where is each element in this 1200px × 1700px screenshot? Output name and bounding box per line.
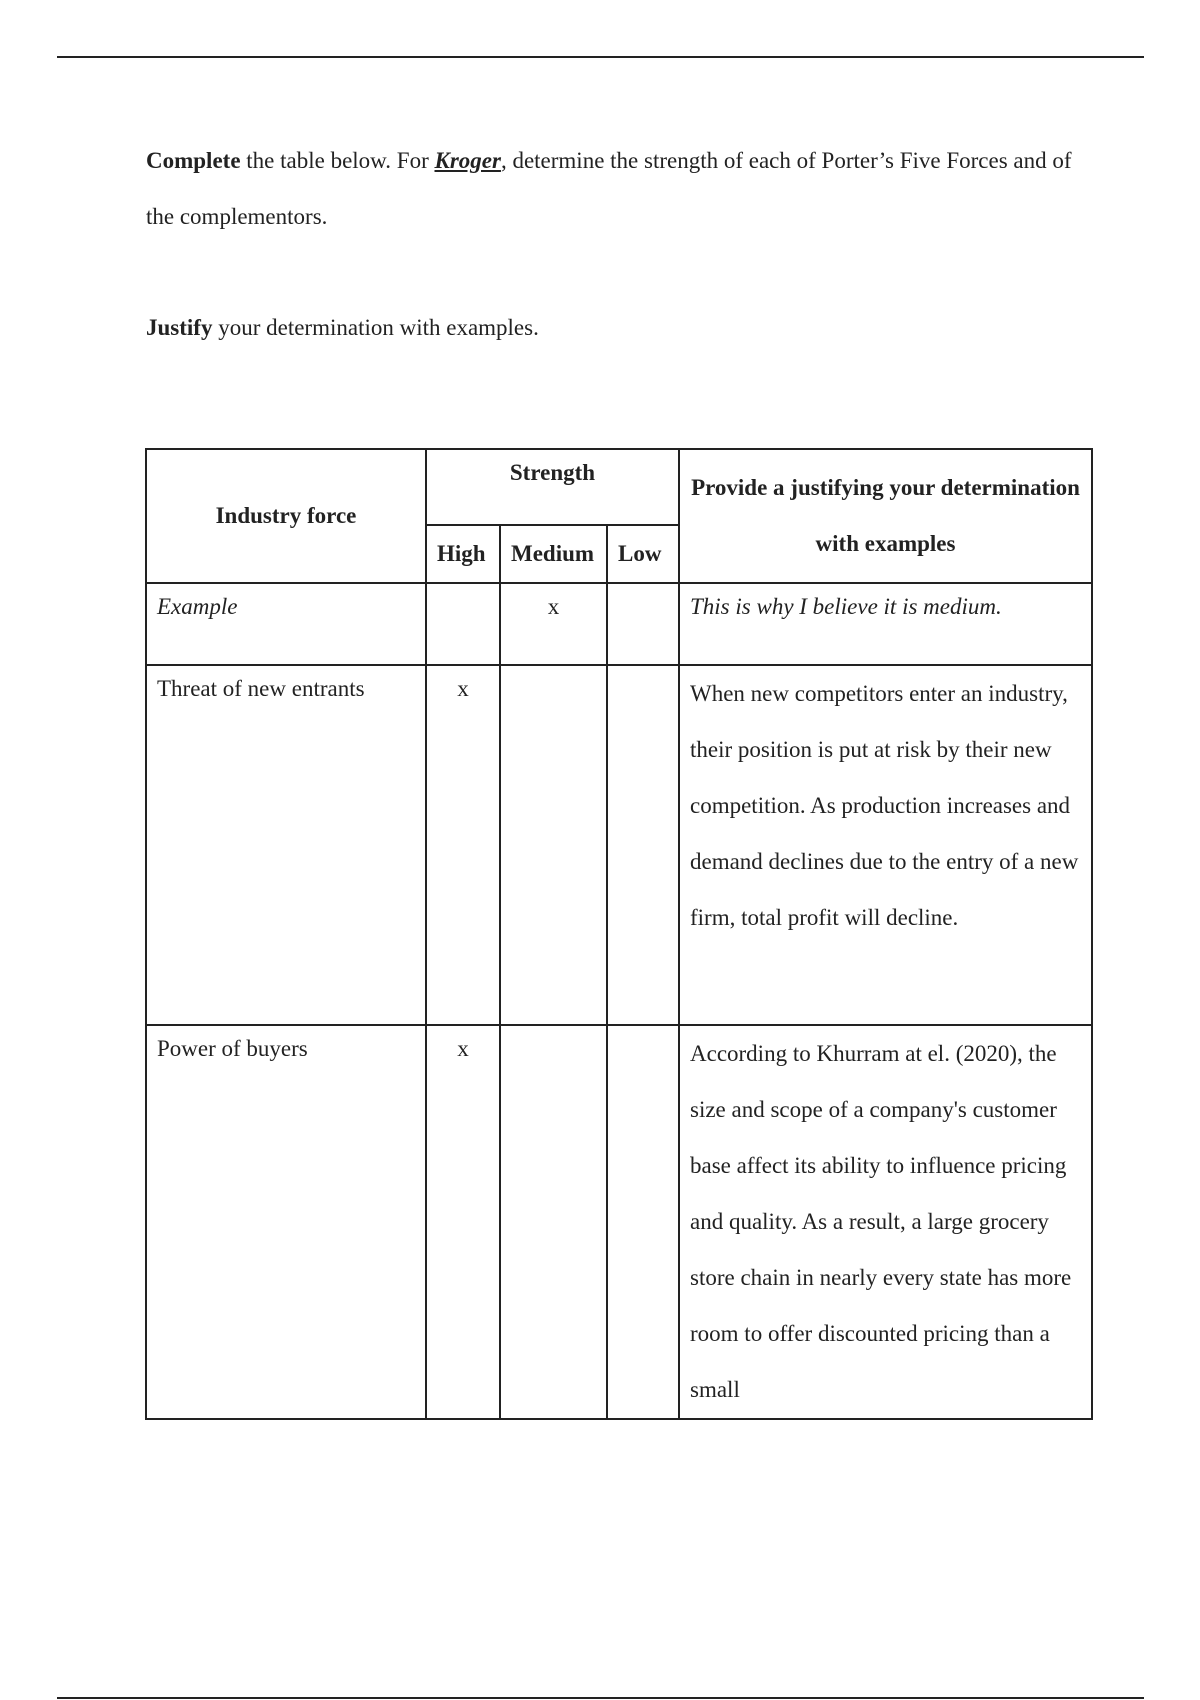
- table-row: [146, 665, 1092, 1025]
- mark-high: x: [426, 665, 500, 1025]
- instruction-justify-text: your determination with examples.: [212, 315, 539, 340]
- force-name: Example: [146, 583, 426, 665]
- mark-medium: x: [500, 583, 607, 665]
- instruction-justify-bold: Justify: [146, 315, 213, 340]
- header-rule: [57, 56, 1144, 58]
- company-name: Kroger: [434, 148, 501, 173]
- table-row: [146, 1025, 1092, 1419]
- mark-low: [607, 665, 679, 1025]
- instruction-complete-text-b: , determine the strength of each of Porter’s Five Forces and of the complementors.: [146, 148, 1072, 229]
- justification-text: This is why I believe it is medium.: [679, 583, 1092, 665]
- header-low: Low: [607, 525, 679, 583]
- footer-rule: [57, 1697, 1144, 1699]
- instruction-justify: [146, 300, 1086, 356]
- header-industry-force: Industry force: [146, 449, 426, 583]
- instruction-complete: [146, 133, 1086, 245]
- porter-forces-table: [145, 448, 1093, 1420]
- mark-medium: [500, 665, 607, 1025]
- header-high: High: [426, 525, 500, 583]
- justification-text: When new competitors enter an industry, their position is put at risk by their new competition. As production increases and demand declines due to the entry of a new firm, total profit will decline.: [679, 665, 1092, 1025]
- table-header-row: [146, 449, 1092, 525]
- instruction-complete-bold: Complete: [146, 148, 241, 173]
- header-justification: Provide a justifying your determination with examples: [679, 449, 1092, 583]
- justification-text: According to Khurram at el. (2020), the size and scope of a company's customer base affect its ability to influence pricing and quality. As a result, a large grocery store chain in nearly every state has more room to offer discounted pricing than a small: [679, 1025, 1092, 1419]
- header-medium: Medium: [500, 525, 607, 583]
- mark-high: [426, 583, 500, 665]
- force-name: Threat of new entrants: [146, 665, 426, 1025]
- mark-low: [607, 1025, 679, 1419]
- header-strength: Strength: [426, 449, 679, 525]
- instruction-complete-text-a: the table below. For: [240, 148, 435, 173]
- mark-medium: [500, 1025, 607, 1419]
- mark-high: x: [426, 1025, 500, 1419]
- table-row: [146, 583, 1092, 665]
- mark-low: [607, 583, 679, 665]
- force-name: Power of buyers: [146, 1025, 426, 1419]
